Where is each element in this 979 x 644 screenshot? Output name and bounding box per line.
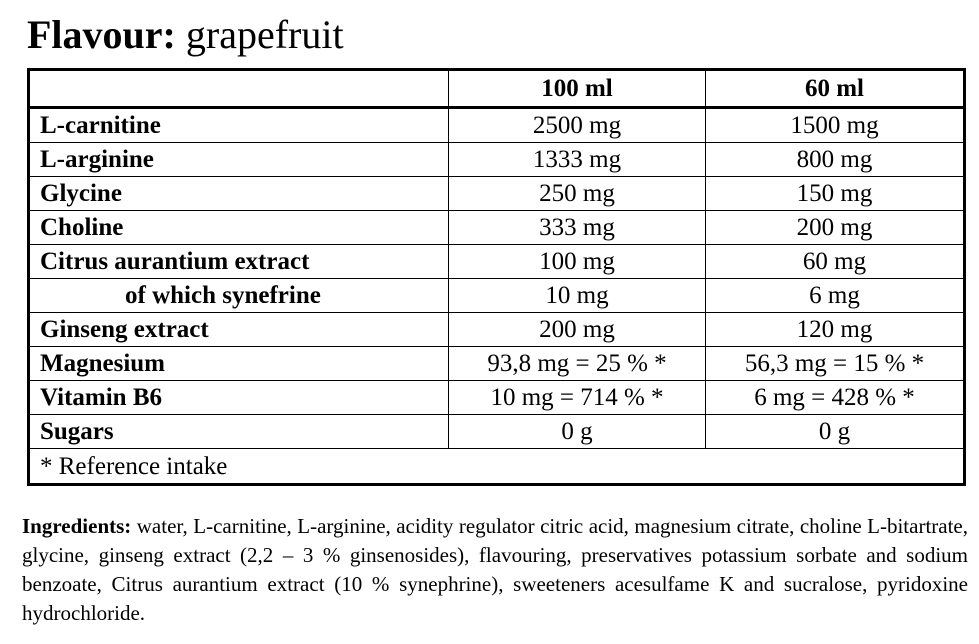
- row-name: Choline: [29, 211, 449, 245]
- table-row: [29, 313, 965, 347]
- row-value-100ml: 333 mg: [449, 211, 706, 245]
- table-row: [29, 245, 965, 279]
- header-blank-cell: [29, 70, 449, 108]
- row-value-100ml: 10 mg = 714 % *: [449, 381, 706, 415]
- table-row: [29, 211, 965, 245]
- flavour-value: grapefruit: [185, 12, 344, 57]
- row-value-60ml: 6 mg = 428 % *: [706, 381, 965, 415]
- table-header-row: [29, 70, 965, 108]
- row-name: Sugars: [29, 415, 449, 449]
- ingredients-text: water, L-carnitine, L-arginine, acidity regulator citric acid, magnesium citrate, choline L-bitartrate, glycine, ginseng extract (2,2 – 3 % ginsenosides), flavouring, preservatives potassium sorbate and sodium benzoate, Citrus aurantium extract (10 % synephrine), sweeteners acesulfame K and sucralose, pyridoxine hydrochloride.: [22, 514, 968, 625]
- row-value-100ml: 0 g: [449, 415, 706, 449]
- ingredients-paragraph: [22, 512, 968, 628]
- row-value-60ml: 800 mg: [706, 143, 965, 177]
- row-name: Citrus aurantium extract: [29, 245, 449, 279]
- row-value-60ml: 120 mg: [706, 313, 965, 347]
- row-value-60ml: 56,3 mg = 15 % *: [706, 347, 965, 381]
- table-row: [29, 415, 965, 449]
- table-row: [29, 143, 965, 177]
- row-value-100ml: 2500 mg: [449, 108, 706, 143]
- flavour-label: Flavour:: [27, 12, 176, 57]
- row-value-60ml: 6 mg: [706, 279, 965, 313]
- row-name: Vitamin B6: [29, 381, 449, 415]
- row-value-100ml: 93,8 mg = 25 % *: [449, 347, 706, 381]
- footnote-row: [29, 449, 965, 485]
- row-value-60ml: 0 g: [706, 415, 965, 449]
- row-value-60ml: 1500 mg: [706, 108, 965, 143]
- table-row: [29, 177, 965, 211]
- row-name: L-arginine: [29, 143, 449, 177]
- row-value-100ml: 250 mg: [449, 177, 706, 211]
- row-value-100ml: 10 mg: [449, 279, 706, 313]
- row-value-60ml: 200 mg: [706, 211, 965, 245]
- reference-intake-footnote: * Reference intake: [29, 449, 965, 485]
- table-row: [29, 347, 965, 381]
- row-name: Ginseng extract: [29, 313, 449, 347]
- row-value-100ml: 1333 mg: [449, 143, 706, 177]
- row-value-60ml: 150 mg: [706, 177, 965, 211]
- nutrition-table: [27, 68, 966, 486]
- row-name-subitem: of which synefrine: [29, 279, 449, 313]
- ingredients-label: Ingredients:: [22, 514, 132, 538]
- table-row: [29, 108, 965, 143]
- table-row: [29, 279, 965, 313]
- row-value-60ml: 60 mg: [706, 245, 965, 279]
- row-name: L-carnitine: [29, 108, 449, 143]
- row-name: Glycine: [29, 177, 449, 211]
- row-value-100ml: 100 mg: [449, 245, 706, 279]
- row-name: Magnesium: [29, 347, 449, 381]
- column-header-100ml: 100 ml: [449, 70, 706, 108]
- row-value-100ml: 200 mg: [449, 313, 706, 347]
- table-row: [29, 381, 965, 415]
- column-header-60ml: 60 ml: [706, 70, 965, 108]
- flavour-heading: [27, 10, 344, 60]
